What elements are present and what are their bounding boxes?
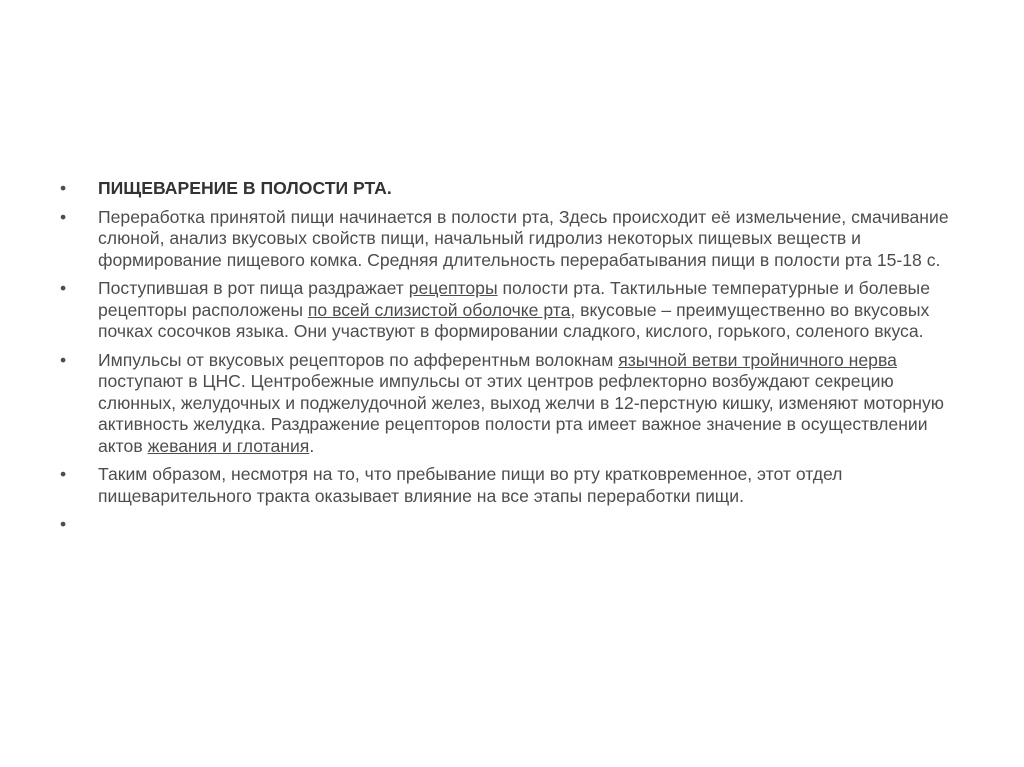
paragraph-text: Импульсы от вкусовых рецепторов по афферентньм волокнам	[98, 349, 619, 370]
slide-heading: ПИЩЕВАРЕНИЕ В ПОЛОСТИ РТА.	[98, 178, 392, 198]
bullet-icon: •	[60, 349, 67, 370]
link-trigeminal-nerve[interactable]: язычной ветви тройничного нерва	[618, 349, 897, 370]
link-receptors[interactable]: рецепторы	[408, 278, 498, 298]
bullet-icon: •	[60, 178, 67, 198]
list-item	[60, 278, 975, 343]
paragraph-text: Таким образом, несмотря на то, что пребывание пищи во рту кратковременное, этот отдел пищеварительного тракта оказывает влияние на все этапы переработки пищи.	[98, 464, 843, 506]
paragraph-text: поступают в ЦНС. Центробежные импульсы от этих центров рефлекторно возбуждают секрецию слюнных, желудочных и поджелудочной желез, выход желчи в 12-перстную кишку, изменяют моторную активность желудка. Раздражение рецепторов полости рта имеет важное значение в осуществлении актов	[98, 371, 944, 456]
list-item	[60, 464, 975, 507]
list-item	[60, 207, 975, 272]
link-chewing-swallowing[interactable]: жевания и глотания	[147, 435, 310, 456]
list-item	[60, 350, 975, 458]
link-oral-mucosa[interactable]: по всей слизистой оболочке рта	[307, 299, 571, 320]
bullet-icon: •	[60, 278, 67, 298]
bullet-icon: •	[60, 464, 67, 484]
bullet-icon: •	[60, 514, 67, 534]
paragraph-text: Поступившая в рот пища раздражает	[98, 278, 409, 298]
paragraph-text: полости рта. Тактильные температурные и болевые рецепторы расположены	[98, 278, 930, 320]
paragraph-text: Переработка принятой пищи начинается в полости рта, Здесь происходит её измельчение, смачивание слюной, анализ вкусовых свойств пищи, начальный гидролиз некоторых пищевых веществ и формирование пищевого комка. Средняя длительность перерабатывания пищи в полости рта 15-18 с.	[98, 206, 949, 270]
paragraph-text: .	[309, 435, 315, 456]
bullet-icon: •	[60, 206, 67, 227]
list-item-heading	[60, 178, 975, 200]
paragraph-text: , вкусовые – преимущественно во вкусовых почках сосочков языка. Они участвуют в формировании сладкого, кислого, горького, соленого вкуса.	[98, 299, 930, 341]
bullet-list	[60, 178, 975, 534]
